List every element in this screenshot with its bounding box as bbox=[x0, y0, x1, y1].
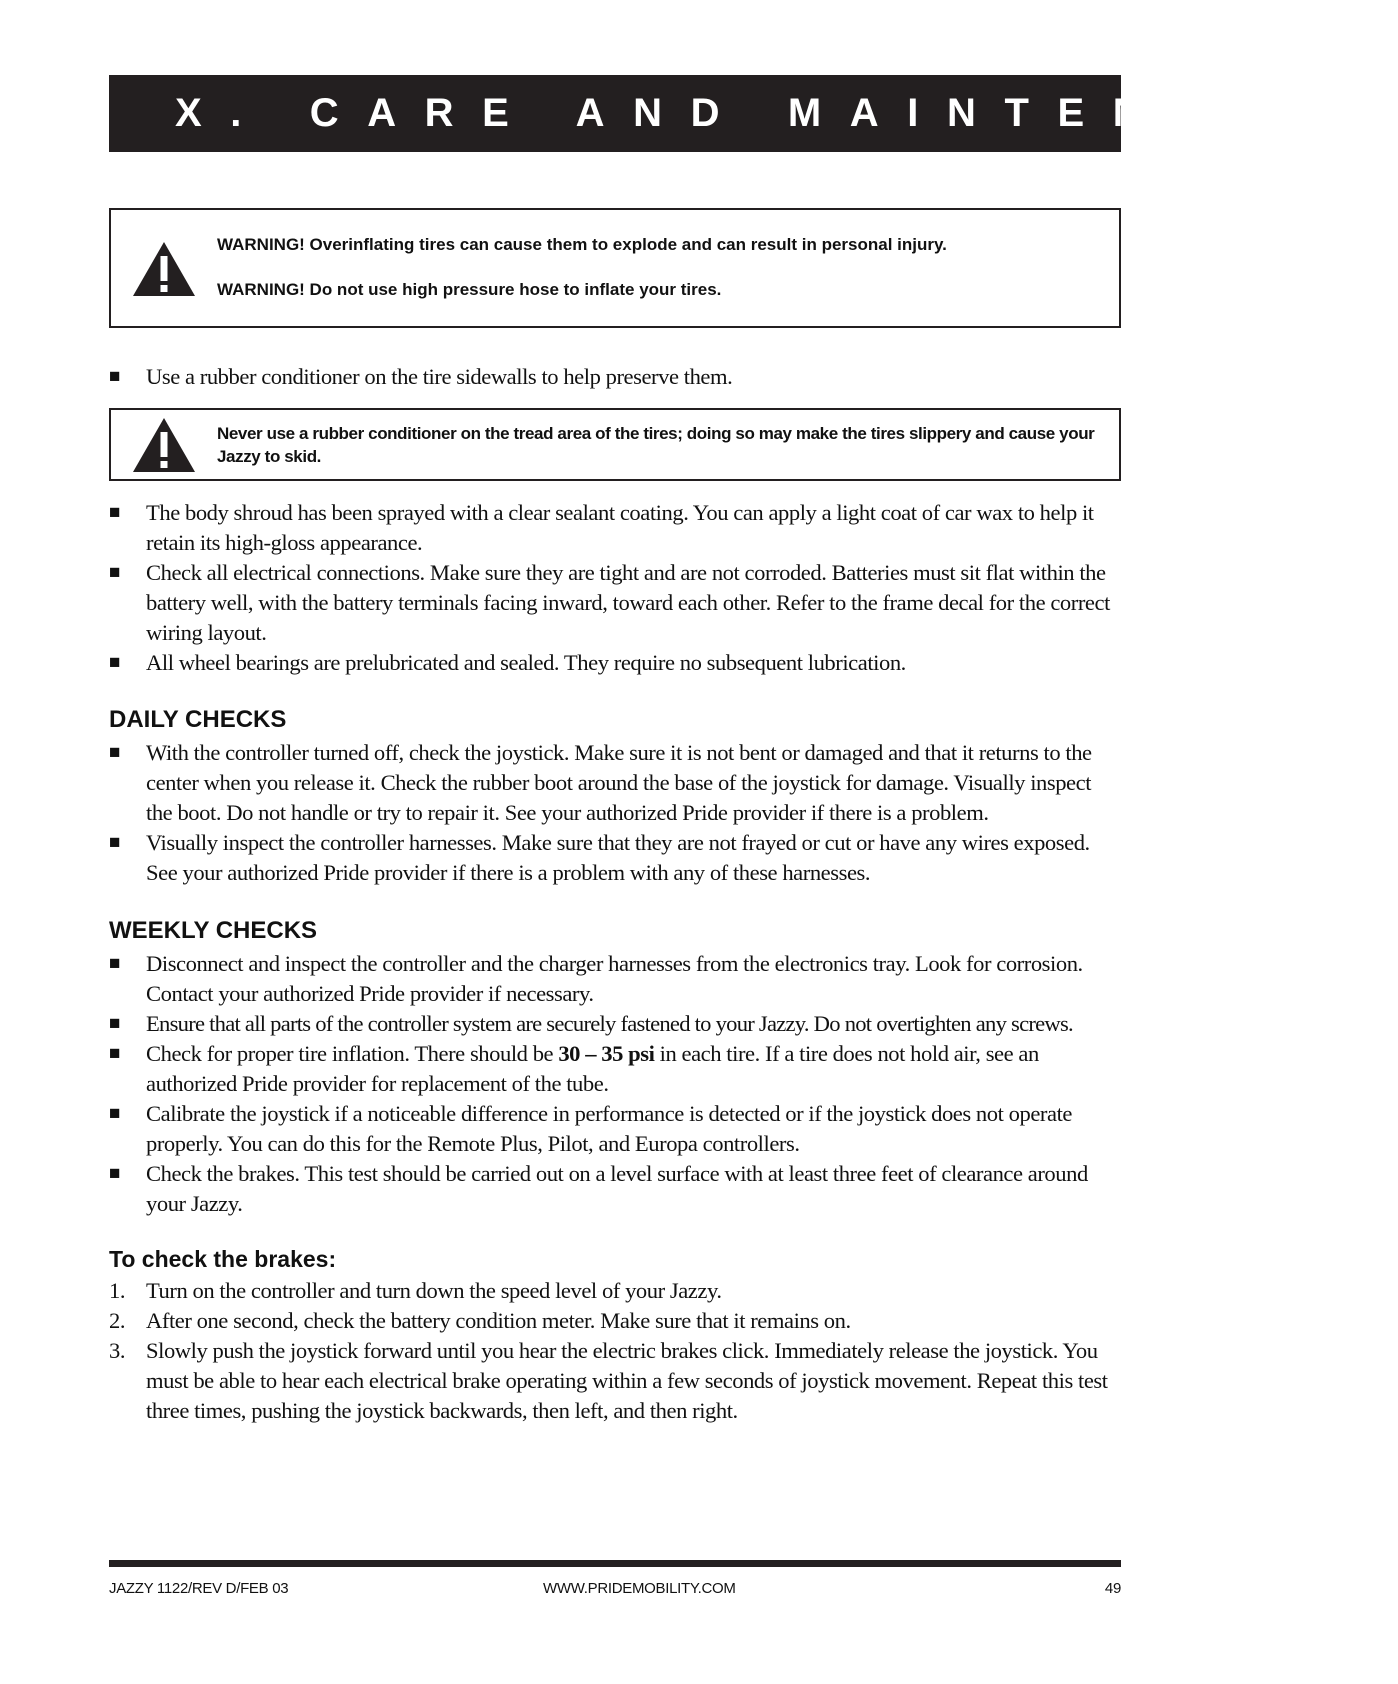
step-number: 3. bbox=[109, 1338, 126, 1363]
square-bullet-icon: ■ bbox=[109, 1013, 121, 1034]
step-text: Slowly push the joystick forward until you hear the electric brakes click. Immediately release the joystick. You must be able to hear each electrical brake operating within a few seconds of joystick movement. Repeat this test three times, pushing the joystick backwards, then left, and then right. bbox=[146, 1338, 1108, 1423]
list-item bbox=[109, 1159, 1121, 1219]
daily-checks-heading: DAILY CHECKS bbox=[109, 706, 287, 733]
list-item bbox=[109, 828, 1121, 888]
list-item bbox=[109, 949, 1121, 1009]
square-bullet-icon: ■ bbox=[109, 832, 121, 853]
square-bullet-icon: ■ bbox=[109, 1163, 121, 1184]
list-item bbox=[109, 1099, 1121, 1159]
square-bullet-icon: ■ bbox=[109, 1043, 121, 1064]
list-item-text: All wheel bearings are prelubricated and sealed. They require no subsequent lubrication. bbox=[146, 650, 906, 675]
footer-doc-id: JAZZY 1122/REV D/FEB 03 bbox=[109, 1580, 289, 1597]
list-item-text: Check all electrical connections. Make sure they are tight and are not corroded. Batteries must sit flat within the battery well, with the battery terminals facing inward, toward each other. Refer to the frame decal for the correct wiring layout. bbox=[146, 560, 1110, 645]
footer-website: WWW.PRIDEMOBILITY.COM bbox=[543, 1580, 736, 1597]
brakes-heading: To check the brakes: bbox=[109, 1246, 337, 1272]
square-bullet-icon: ■ bbox=[109, 562, 121, 583]
square-bullet-icon: ■ bbox=[109, 652, 121, 673]
list-item-text: Check the brakes. This test should be carried out on a level surface with at least three feet of clearance around your Jazzy. bbox=[146, 1161, 1088, 1216]
square-bullet-icon: ■ bbox=[109, 502, 121, 523]
square-bullet-icon: ■ bbox=[109, 1103, 121, 1124]
caution-box bbox=[109, 408, 1121, 481]
warning-triangle-icon bbox=[131, 416, 197, 474]
list-item-text: Disconnect and inspect the controller and the charger harnesses from the electronics tray. Look for corrosion. Contact your authorized Pride provider if necessary. bbox=[146, 951, 1083, 1006]
step-text: After one second, check the battery condition meter. Make sure that it remains on. bbox=[146, 1308, 851, 1333]
caution-text: Never use a rubber conditioner on the tread area of the tires; doing so may make the tires slippery and cause your Jazzy to skid. bbox=[217, 424, 1095, 466]
list-item-text: The body shroud has been sprayed with a clear sealant coating. You can apply a light coat of car wax to help it retain its high-gloss appearance. bbox=[146, 500, 1094, 555]
tire-pressure-value: 30 – 35 psi bbox=[558, 1041, 655, 1066]
tire-check-text-end: in each tire. If a tire does not hold air, see an authorized Pride provider for replacement of the tube. bbox=[146, 1041, 1039, 1096]
list-item-text: With the controller turned off, check the joystick. Make sure it is not bent or damaged and that it returns to the center when you release it. Check the rubber boot around the base of the joystick for damage. Visually inspect the boot. Do not handle or try to repair it. See your authorized Pride provider if there is a problem. bbox=[146, 740, 1092, 825]
step-number: 1. bbox=[109, 1278, 126, 1303]
list-item-text: Use a rubber conditioner on the tire sidewalls to help preserve them. bbox=[146, 364, 733, 389]
tire-check-text: Check for proper tire inflation. There should be bbox=[146, 1041, 559, 1066]
page-number: 49 bbox=[1104, 1580, 1121, 1597]
square-bullet-icon: ■ bbox=[109, 366, 121, 387]
square-bullet-icon: ■ bbox=[109, 953, 121, 974]
warning-text: WARNING! Overinflating tires can cause them to explode and can result in personal injury. bbox=[217, 235, 947, 254]
step-text: Turn on the controller and turn down the speed level of your Jazzy. bbox=[146, 1278, 722, 1303]
warning-box bbox=[109, 208, 1121, 328]
step-number: 2. bbox=[109, 1308, 126, 1333]
warning-text: WARNING! Do not use high pressure hose to inflate your tires. bbox=[217, 280, 722, 299]
list-item bbox=[109, 738, 1121, 828]
list-item bbox=[109, 362, 1121, 392]
warning-triangle-icon bbox=[131, 240, 197, 298]
list-item-text bbox=[146, 1039, 1121, 1099]
list-item bbox=[109, 648, 1121, 678]
list-item bbox=[109, 558, 1121, 648]
numbered-step bbox=[109, 1306, 1121, 1336]
list-item bbox=[109, 498, 1121, 558]
list-item-text: Visually inspect the controller harnesses. Make sure that they are not frayed or cut or have any wires exposed. See your authorized Pride provider if there is a problem with any of these harnesses. bbox=[146, 830, 1090, 885]
list-item bbox=[109, 1009, 1121, 1039]
list-item bbox=[109, 1039, 1121, 1099]
square-bullet-icon: ■ bbox=[109, 742, 121, 763]
list-item-text: Ensure that all parts of the controller system are securely fastened to your Jazzy. Do not overtighten any screws. bbox=[146, 1011, 1073, 1036]
numbered-step bbox=[109, 1336, 1121, 1426]
section-title: X. CARE AND MAINTENANCE bbox=[109, 75, 1121, 152]
footer-rule bbox=[109, 1560, 1121, 1567]
numbered-step bbox=[109, 1276, 1121, 1306]
weekly-checks-heading: WEEKLY CHECKS bbox=[109, 917, 318, 944]
list-item-text: Calibrate the joystick if a noticeable difference in performance is detected or if the joystick does not operate properly. You can do this for the Remote Plus, Pilot, and Europa controllers. bbox=[146, 1101, 1072, 1156]
